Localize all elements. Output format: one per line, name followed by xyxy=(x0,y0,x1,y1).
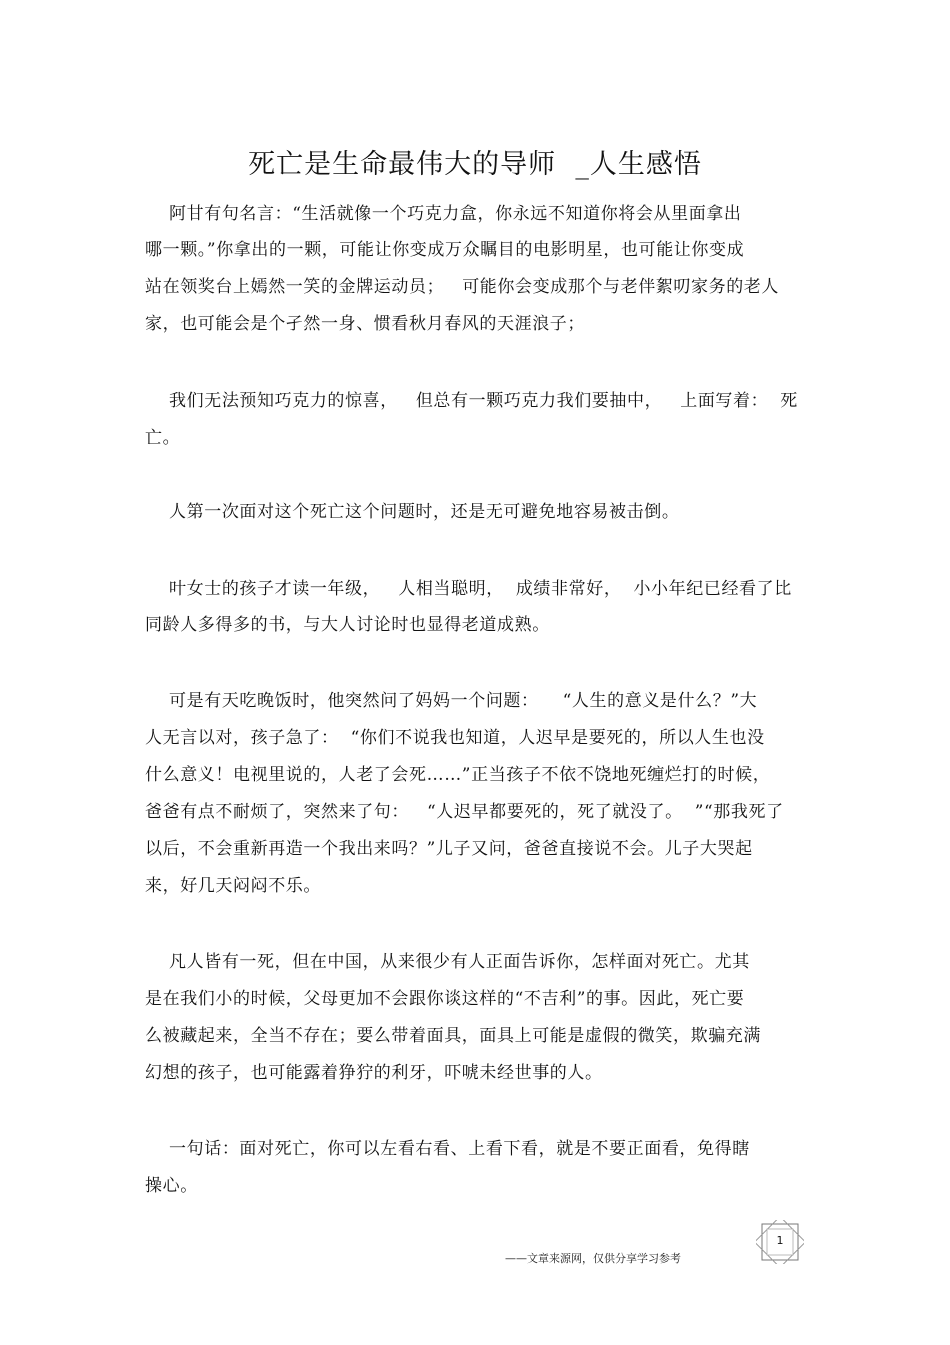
body-line: 来，好几天闷闷不乐。 xyxy=(145,876,321,896)
body-line: 一句话：面对死亡，你可以左看右看、上看下看，就是不要正面看，免得瞎 xyxy=(145,1139,750,1159)
body-line: 么被藏起来，全当不存在；要么带着面具，面具上可能是虚假的微笑，欺骗充满 xyxy=(145,1026,761,1046)
body-line: 亡。 xyxy=(145,428,181,448)
body-line: 站在领奖台上嫣然一笑的金牌运动员； 可能你会变成那个与老伴絮叨家务的老人 xyxy=(145,277,780,297)
body-line: 凡人皆有一死，但在中国，从来很少有人正面告诉你，怎样面对死亡。尤其 xyxy=(145,952,750,972)
body-line: 幻想的孩子，也可能露着狰狞的利牙，吓唬未经世事的人。 xyxy=(145,1063,603,1083)
body-line: 叶女士的孩子才读一年级， 人相当聪明， 成绩非常好， 小小年纪已经看了比 xyxy=(145,579,792,599)
body-line: 人第一次面对这个死亡这个问题时，还是无可避免地容易被击倒。 xyxy=(145,502,680,522)
page-number-badge xyxy=(756,1220,804,1264)
body-line: 以后，不会重新再造一个我出来吗？”儿子又问，爸爸直接说不会。儿子大哭起 xyxy=(145,839,753,859)
page-number: 1 xyxy=(776,1234,784,1247)
body-line: 人无言以对，孩子急了： “你们不说我也知道，人迟早是要死的，所以人生也没 xyxy=(145,728,765,748)
body-line: 阿甘有句名言：“生活就像一个巧克力盒，你永远不知道你将会从里面拿出 xyxy=(145,204,742,224)
body-line: 爸爸有点不耐烦了，突然来了句： “人迟早都要死的，死了就没了。 ”“那我死了 xyxy=(145,802,784,822)
body-line: 同龄人多得多的书，与大人讨论时也显得老道成熟。 xyxy=(145,615,550,635)
body-line: 操心。 xyxy=(145,1176,198,1196)
body-line: 哪一颗。”你拿出的一颗，可能让你变成万众瞩目的电影明星，也可能让你变成 xyxy=(145,240,745,260)
page-title: 死亡是生命最伟大的导师 _人生感悟 xyxy=(248,149,702,180)
body-line: 家，也可能会是个孑然一身、惯看秋月春风的天涯浪子； xyxy=(145,314,585,334)
body-line: 我们无法预知巧克力的惊喜， 但总有一颗巧克力我们要抽中， 上面写着： 死 xyxy=(145,391,798,411)
body-line: 什么意义！电视里说的，人老了会死……”正当孩子不依不饶地死缠烂打的时候， xyxy=(145,765,771,785)
body-line: 是在我们小的时候，父母更加不会跟你谈这样的“不吉利”的事。因此，死亡要 xyxy=(145,989,745,1009)
body-line: 可是有天吃晚饭时，他突然问了妈妈一个问题： “人生的意义是什么？”大 xyxy=(145,691,758,711)
footer-source-note: ——文章来源网，仅供分享学习参考 xyxy=(505,1252,681,1265)
